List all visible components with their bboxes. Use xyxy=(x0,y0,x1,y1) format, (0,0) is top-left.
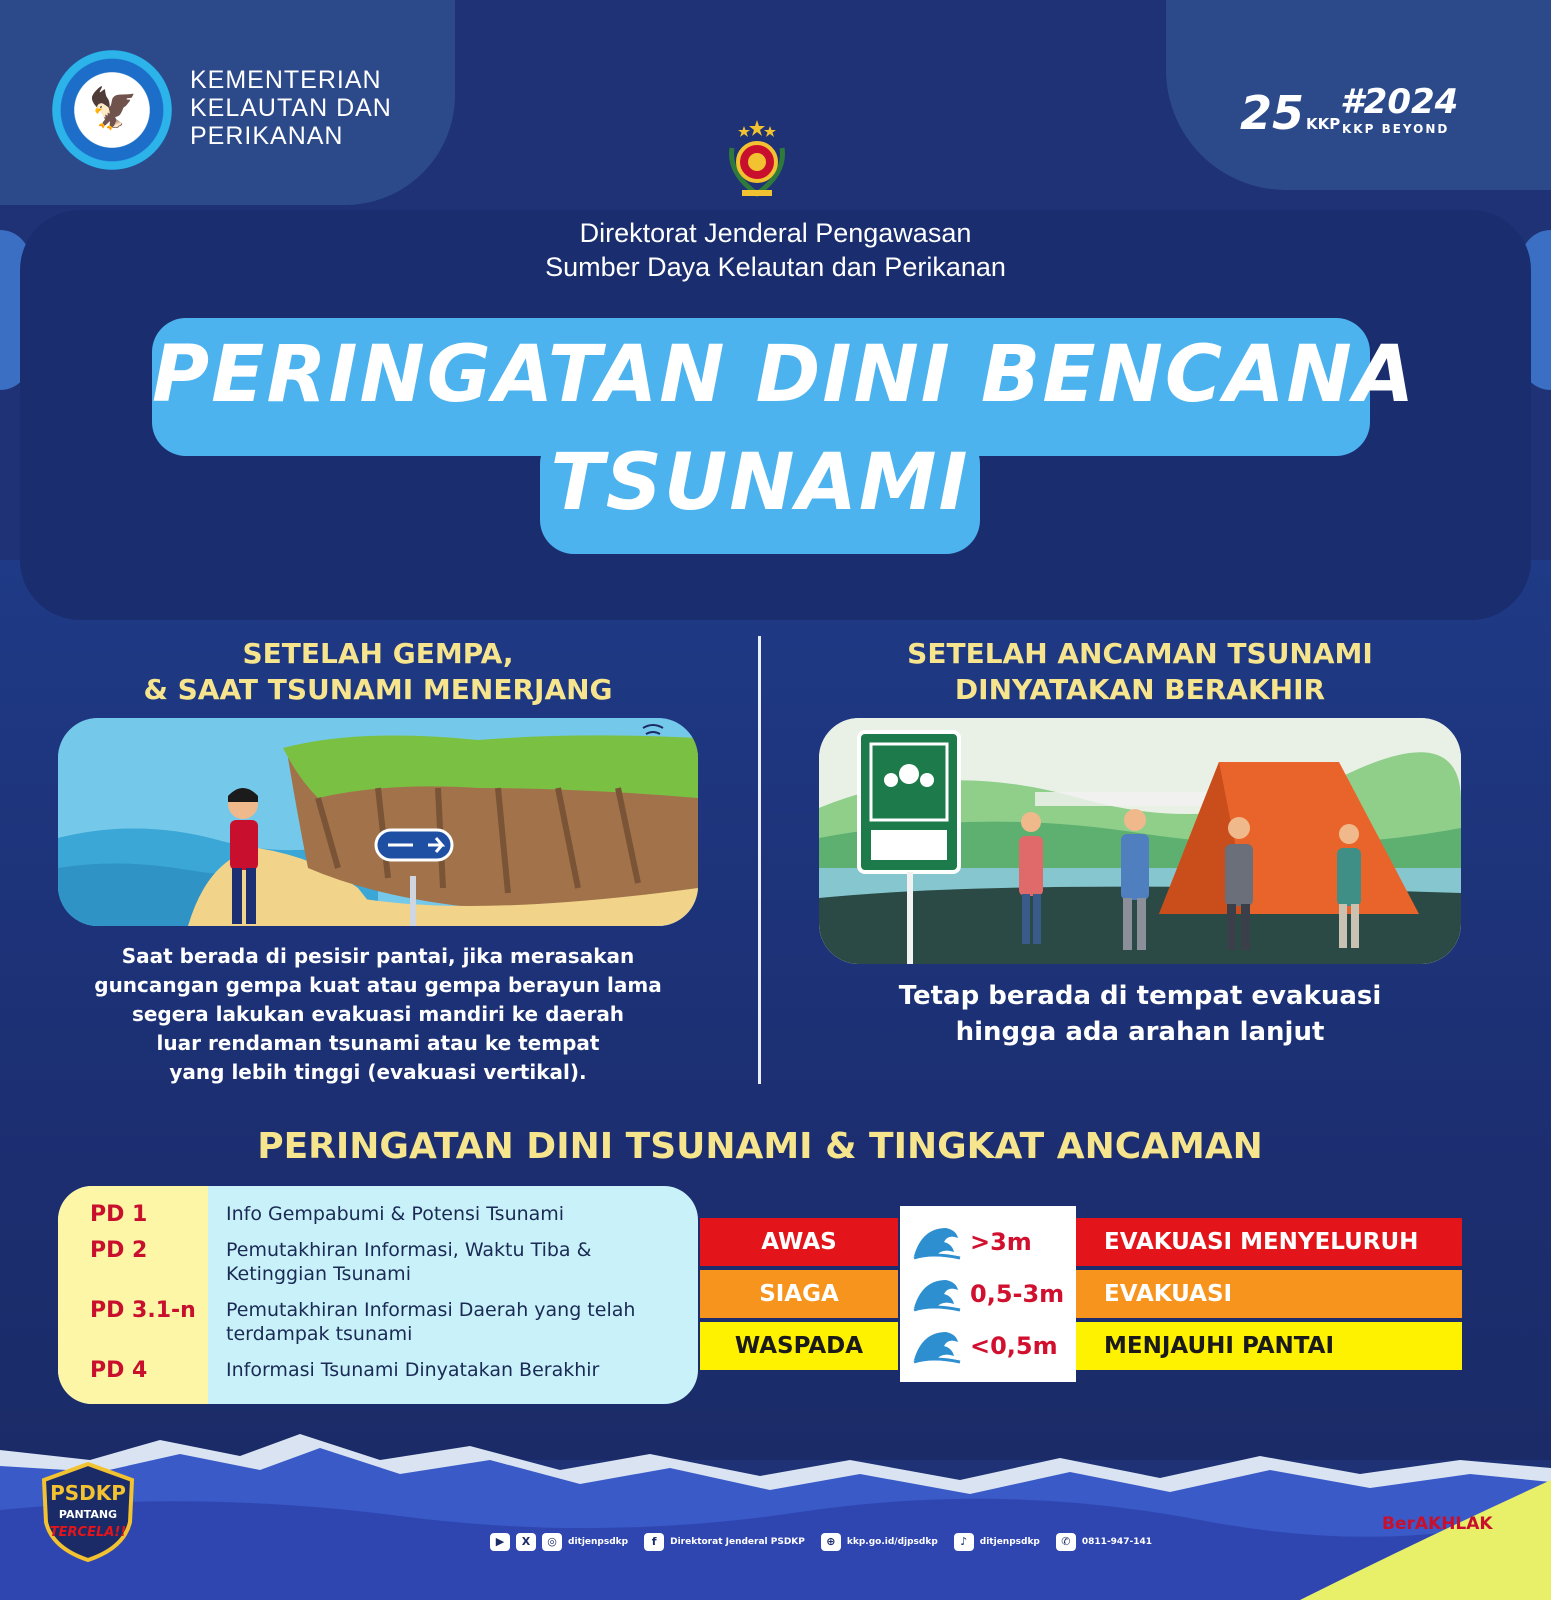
x-icon[interactable]: X xyxy=(516,1533,536,1551)
facebook-handle[interactable]: Direktorat Jenderal PSDKP xyxy=(670,1537,805,1547)
kkp-logo xyxy=(52,50,172,170)
pd-description: Pemutakhiran Informasi Daerah yang telah terdampak tsunami xyxy=(226,1299,636,1345)
website-link[interactable]: kkp.go.id/djpsdkp xyxy=(846,1537,938,1547)
action-awas: EVAKUASI MENYELURUH xyxy=(1076,1218,1462,1266)
ministry-line: KELAUTAN DAN xyxy=(190,94,392,122)
garuda-icon: 🦅 xyxy=(88,86,138,132)
wave-height-box xyxy=(900,1206,1076,1382)
ministry-line: PERIKANAN xyxy=(190,122,344,150)
wave-height-value: <0,5m xyxy=(970,1332,1058,1360)
globe-icon[interactable]: ⊕ xyxy=(821,1533,841,1551)
whatsapp-icon[interactable]: ✆ xyxy=(1056,1533,1076,1551)
pd-code: PD 1 xyxy=(90,1202,148,1227)
logo-25-suffix: KKP xyxy=(1306,115,1341,133)
heading-line: SETELAH ANCAMAN TSUNAMI xyxy=(907,637,1373,670)
text-line: segera lakukan evakuasi mandiri ke daerah xyxy=(131,1002,625,1026)
wave-row xyxy=(900,1270,1076,1318)
logo-2024-sub: KKP BEYOND xyxy=(1342,122,1450,136)
tiktok-handle[interactable]: ditjenpsdkp xyxy=(979,1537,1040,1547)
badge-top-text: PSDKP xyxy=(50,1481,126,1505)
heading-line: & SAAT TSUNAMI MENERJANG xyxy=(143,673,613,706)
text-line: hingga ada arahan lanjut xyxy=(955,1017,1325,1047)
instagram-handle[interactable]: ditjenpsdkp xyxy=(568,1537,629,1547)
pd-table xyxy=(58,1186,698,1404)
left-section-heading xyxy=(58,636,698,708)
ministry-line: KEMENTERIAN xyxy=(190,66,382,94)
heading-line: SETELAH GEMPA, xyxy=(242,637,514,670)
social-links xyxy=(490,1530,1162,1554)
pd-description: Pemutakhiran Informasi, Waktu Tiba & Ketinggian Tsunami xyxy=(226,1239,592,1285)
right-section-heading xyxy=(819,636,1461,708)
section-divider xyxy=(758,636,761,1084)
whatsapp-number[interactable]: 0811-947-141 xyxy=(1081,1537,1152,1547)
pd-code: PD 2 xyxy=(90,1238,148,1263)
directorate-name xyxy=(0,216,1551,284)
text-line: yang lebih tinggi (evakuasi vertikal). xyxy=(169,1060,587,1084)
kkp-25-logo xyxy=(1240,86,1340,140)
text-line: Saat berada di pesisir pantai, jika merasakan xyxy=(121,944,635,968)
instagram-icon[interactable]: ◎ xyxy=(542,1533,562,1551)
pd-description: Info Gempabumi & Potensi Tsunami xyxy=(226,1203,565,1225)
action-siaga: EVAKUASI xyxy=(1076,1270,1462,1318)
pd-code: PD 3.1-n xyxy=(90,1298,196,1323)
pd-description: Informasi Tsunami Dinyatakan Berakhir xyxy=(226,1359,600,1381)
text-line: guncangan gempa kuat atau gempa berayun lama xyxy=(94,973,662,997)
directorate-line: Sumber Daya Kelautan dan Perikanan xyxy=(545,252,1006,282)
wave-icon xyxy=(912,1326,962,1366)
psdkp-badge-icon xyxy=(34,1460,142,1564)
level-siaga: SIAGA xyxy=(700,1270,898,1318)
badge-bottom-text: TERCELA!! xyxy=(49,1525,127,1540)
level-awas: AWAS xyxy=(700,1218,898,1266)
wave-row xyxy=(900,1322,1076,1370)
coastal-cliff-image xyxy=(58,718,698,926)
pd-code: PD 4 xyxy=(90,1358,148,1383)
right-section-text xyxy=(819,978,1461,1050)
text-line: Tetap berada di tempat evakuasi xyxy=(898,981,1382,1011)
directorate-line: Direktorat Jenderal Pengawasan xyxy=(579,218,972,248)
facebook-icon[interactable]: f xyxy=(644,1533,664,1551)
badge-mid-text: PANTANG xyxy=(58,1508,118,1521)
berakhlak-logo: BerAKHLAK xyxy=(1382,1514,1493,1534)
heading-line: DINYATAKAN BERAKHIR xyxy=(954,673,1326,706)
logo-25-number: 25 xyxy=(1240,86,1305,140)
logo-2024: #2024 xyxy=(1340,82,1459,122)
wave-icon xyxy=(912,1274,962,1314)
wave-icon xyxy=(912,1222,962,1262)
text-line: luar rendaman tsunami atau ke tempat xyxy=(156,1031,600,1055)
evacuation-illustration xyxy=(819,718,1461,964)
psdkp-emblem-icon xyxy=(722,118,792,202)
wave-height-value: 0,5-3m xyxy=(970,1280,1065,1308)
warning-heading: PERINGATAN DINI TSUNAMI & TINGKAT ANCAMAN xyxy=(257,1126,1263,1167)
page-title-line1: PERINGATAN DINI BENCANA xyxy=(152,330,1417,420)
left-section-text xyxy=(58,942,698,1087)
youtube-icon[interactable]: ▶ xyxy=(490,1533,510,1551)
evacuation-site-image xyxy=(819,718,1461,964)
tiktok-icon[interactable]: ♪ xyxy=(954,1533,974,1551)
ministry-name xyxy=(190,66,392,150)
wave-row xyxy=(900,1218,1076,1266)
footer-mountains xyxy=(0,1420,1551,1600)
level-waspada: WASPADA xyxy=(700,1322,898,1370)
action-waspada: MENJAUHI PANTAI xyxy=(1076,1322,1462,1370)
earthquake-illustration xyxy=(58,718,698,926)
page-title-line2: TSUNAMI xyxy=(550,438,970,528)
wave-height-value: >3m xyxy=(970,1228,1032,1256)
